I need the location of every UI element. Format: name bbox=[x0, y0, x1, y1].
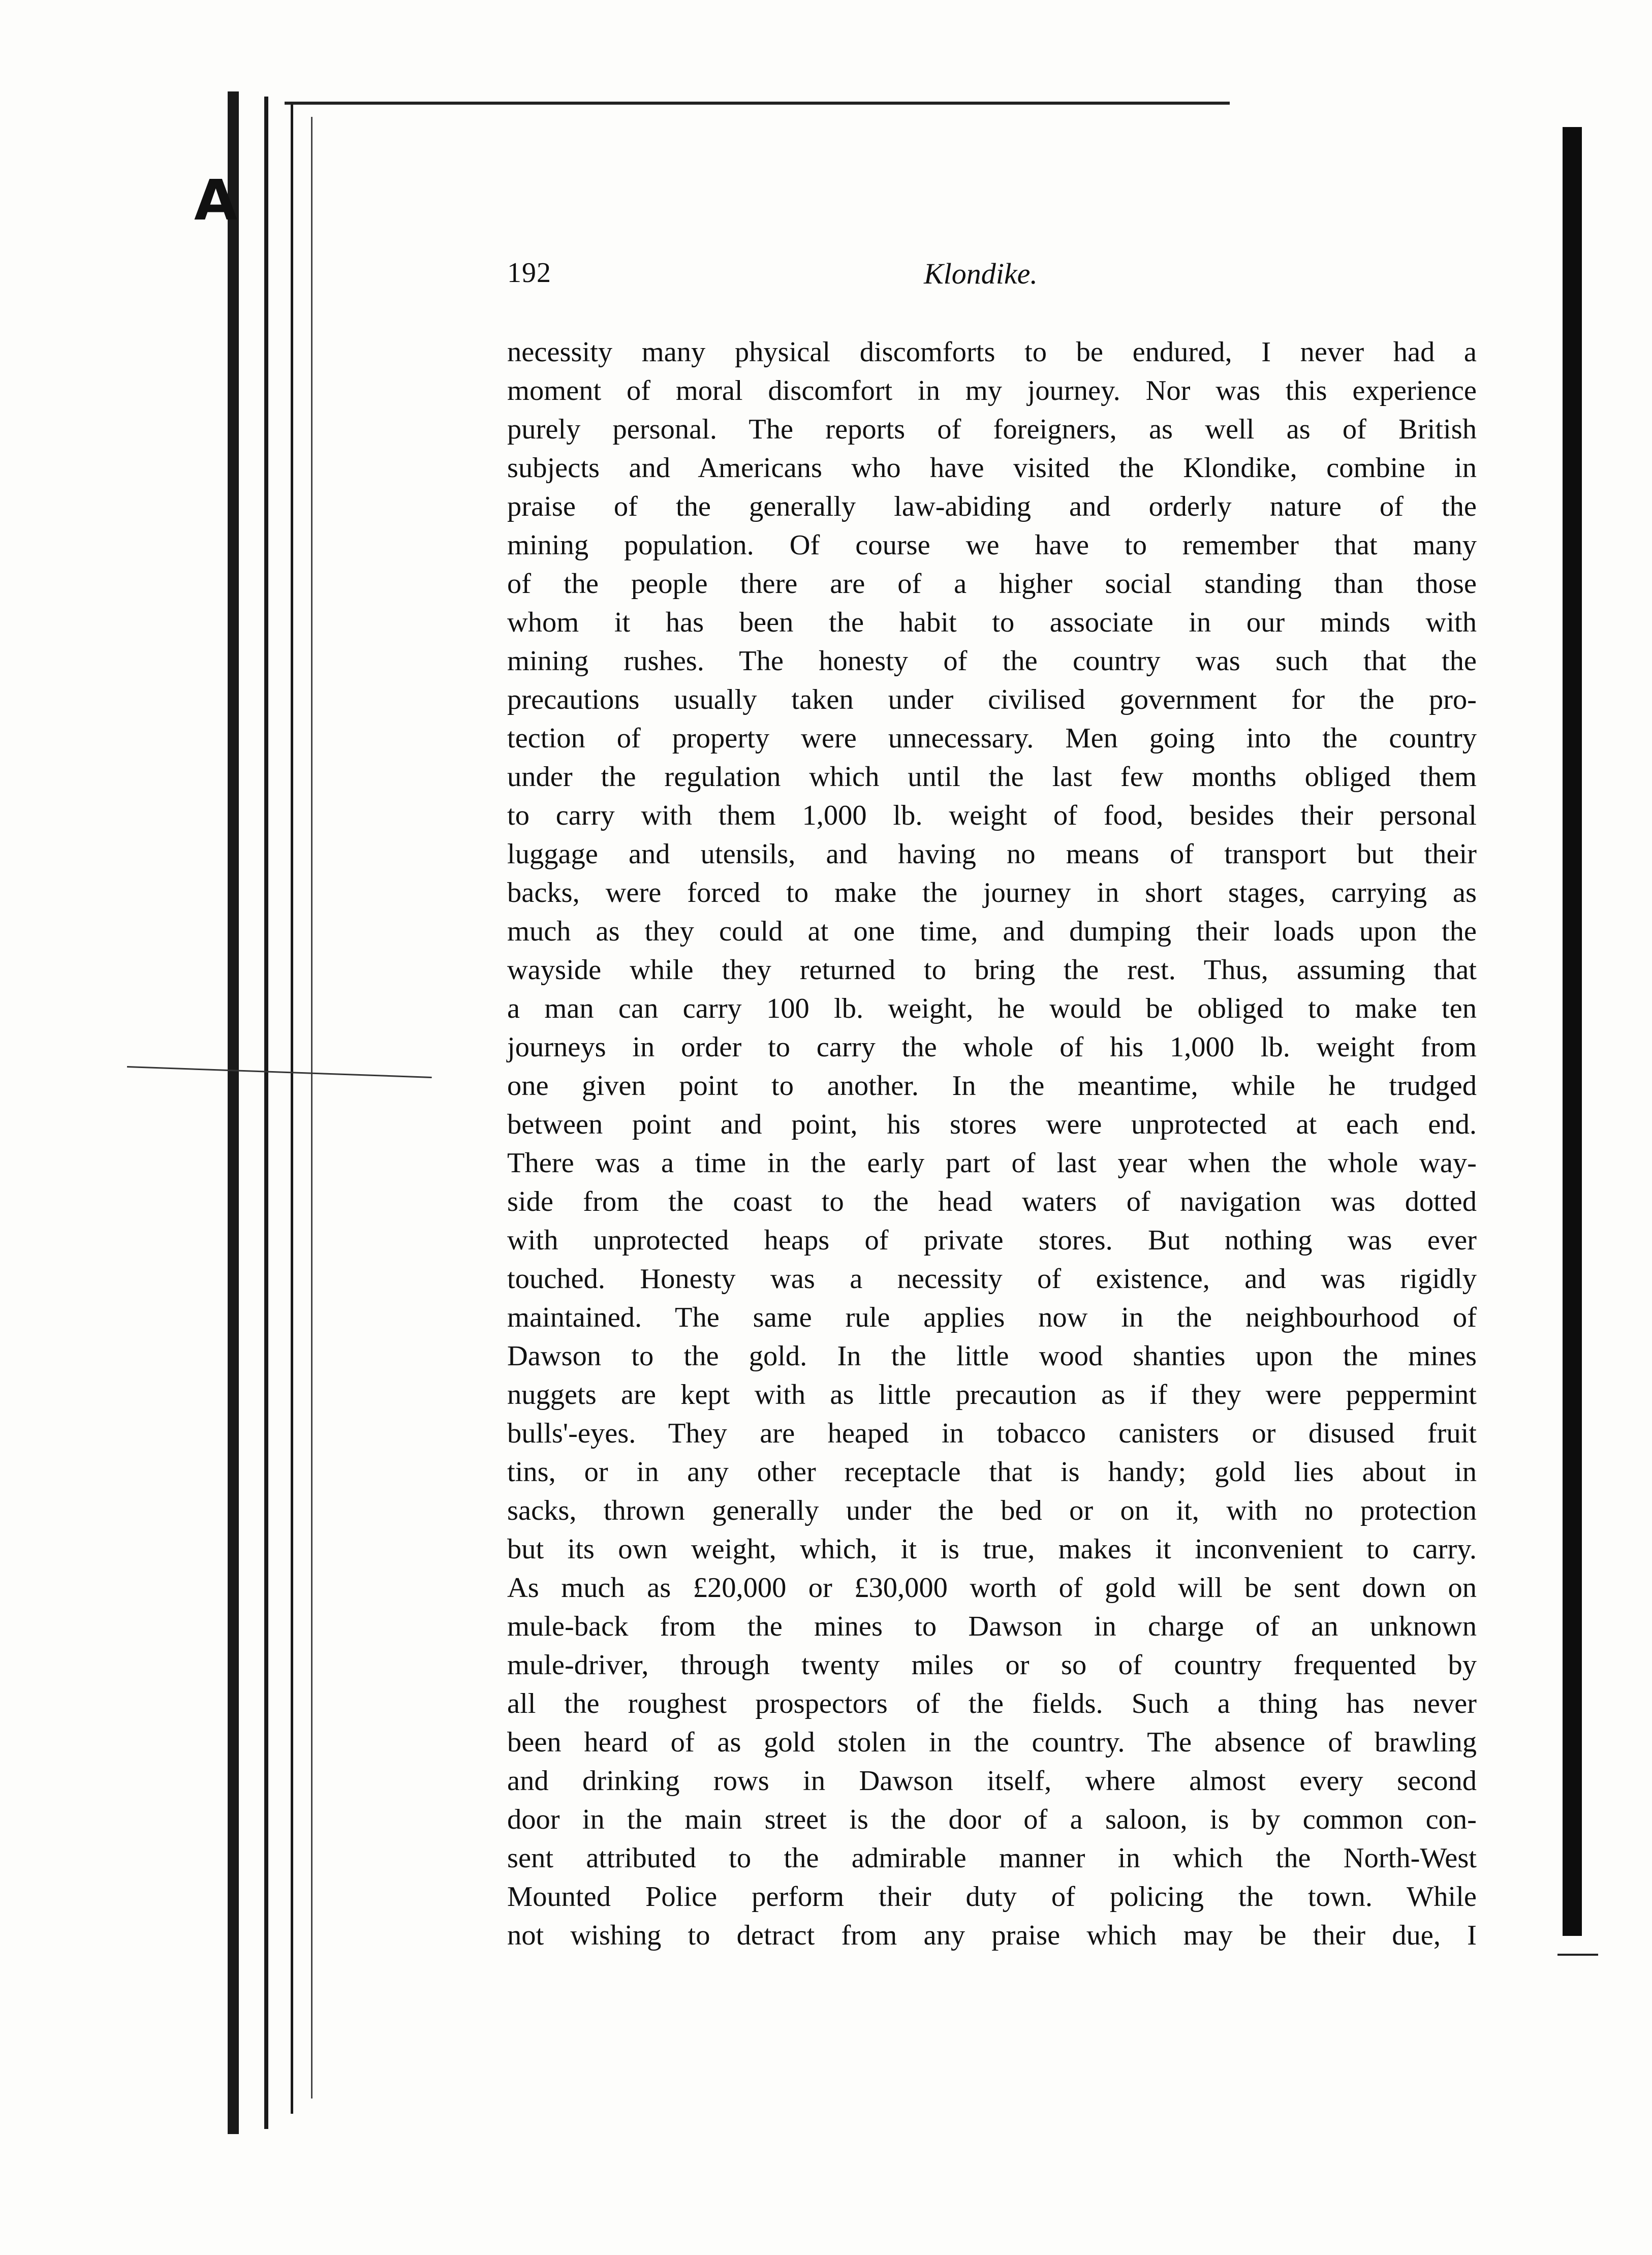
text-line: whom it has been the habit to associate in our minds with bbox=[507, 607, 1477, 638]
top-scan-rule bbox=[285, 102, 1230, 105]
text-line: journeys in order to carry the whole of his 1,000 lb. weight from bbox=[507, 1031, 1477, 1063]
margin-mark: A bbox=[194, 168, 238, 233]
text-line: purely personal. The reports of foreigners, as well as of British bbox=[507, 414, 1477, 445]
text-line: not wishing to detract from any praise which may be their due, I bbox=[507, 1920, 1477, 1951]
binding-edge-line bbox=[311, 117, 313, 2099]
text-line: praise of the generally law-abiding and orderly nature of the bbox=[507, 491, 1477, 522]
text-line: a man can carry 100 lb. weight, he would be obliged to make ten bbox=[507, 993, 1477, 1024]
text-line: side from the coast to the head waters of navigation was dotted bbox=[507, 1186, 1477, 1217]
right-scan-bar bbox=[1563, 127, 1582, 1936]
text-line: touched. Honesty was a necessity of existence, and was rigidly bbox=[507, 1263, 1477, 1295]
text-line: to carry with them 1,000 lb. weight of food, besides their personal bbox=[507, 800, 1477, 831]
text-line: mule-back from the mines to Dawson in charge of an unknown bbox=[507, 1611, 1477, 1642]
text-line: Dawson to the gold. In the little wood shanties upon the mines bbox=[507, 1340, 1477, 1372]
text-line: one given point to another. In the meantime, while he trudged bbox=[507, 1070, 1477, 1102]
running-title: Klondike. bbox=[924, 257, 1038, 290]
text-line: but its own weight, which, it is true, makes it inconvenient to carry. bbox=[507, 1533, 1477, 1565]
text-line: all the roughest prospectors of the fields. Such a thing has never bbox=[507, 1688, 1477, 1719]
body-text bbox=[507, 333, 1477, 1955]
text-line: backs, were forced to make the journey in short stages, carrying as bbox=[507, 877, 1477, 909]
right-scan-tick bbox=[1557, 1954, 1598, 1956]
text-line: mining population. Of course we have to remember that many bbox=[507, 529, 1477, 561]
text-line: tins, or in any other receptacle that is handy; gold lies about in bbox=[507, 1456, 1477, 1488]
text-line: door in the main street is the door of a saloon, is by common con- bbox=[507, 1804, 1477, 1835]
text-line: of the people there are of a higher social standing than those bbox=[507, 568, 1477, 600]
text-line: sacks, thrown generally under the bed or on it, with no protection bbox=[507, 1495, 1477, 1526]
text-line: maintained. The same rule applies now in the neighbourhood of bbox=[507, 1302, 1477, 1333]
text-line: nuggets are kept with as little precaution as if they were peppermint bbox=[507, 1379, 1477, 1411]
text-line: luggage and utensils, and having no means of transport but their bbox=[507, 838, 1477, 870]
page-number: 192 bbox=[507, 257, 551, 289]
binding-edge-line bbox=[264, 97, 268, 2129]
binding-edge-line bbox=[291, 102, 293, 2114]
text-line: Mounted Police perform their duty of policing the town. While bbox=[507, 1881, 1477, 1913]
text-line: subjects and Americans who have visited the Klondike, combine in bbox=[507, 452, 1477, 484]
text-line: necessity many physical discomforts to be endured, I never had a bbox=[507, 336, 1477, 368]
text-line: much as they could at one time, and dumping their loads upon the bbox=[507, 916, 1477, 947]
text-line: mule-driver, through twenty miles or so of country frequented by bbox=[507, 1649, 1477, 1681]
text-line: mining rushes. The honesty of the country was such that the bbox=[507, 645, 1477, 677]
text-line: As much as £20,000 or £30,000 worth of gold will be sent down on bbox=[507, 1572, 1477, 1604]
text-line: with unprotected heaps of private stores. But nothing was ever bbox=[507, 1225, 1477, 1256]
text-line: bulls'-eyes. They are heaped in tobacco canisters or disused fruit bbox=[507, 1418, 1477, 1449]
text-line: sent attributed to the admirable manner in which the North-West bbox=[507, 1842, 1477, 1874]
text-line: There was a time in the early part of last year when the whole way- bbox=[507, 1147, 1477, 1179]
text-line: wayside while they returned to bring the rest. Thus, assuming that bbox=[507, 954, 1477, 986]
text-line: been heard of as gold stolen in the country. The absence of brawling bbox=[507, 1727, 1477, 1758]
text-line: moment of moral discomfort in my journey. Nor was this experience bbox=[507, 375, 1477, 406]
text-line: tection of property were unnecessary. Men going into the country bbox=[507, 723, 1477, 754]
text-line: precautions usually taken under civilised government for the pro- bbox=[507, 684, 1477, 715]
running-head bbox=[507, 257, 1473, 297]
binding-edge-line bbox=[228, 91, 239, 2134]
text-line: between point and point, his stores were unprotected at each end. bbox=[507, 1109, 1477, 1140]
stray-scan-line bbox=[127, 1066, 432, 1078]
text-line: and drinking rows in Dawson itself, where almost every second bbox=[507, 1765, 1477, 1797]
text-line: under the regulation which until the last few months obliged them bbox=[507, 761, 1477, 793]
